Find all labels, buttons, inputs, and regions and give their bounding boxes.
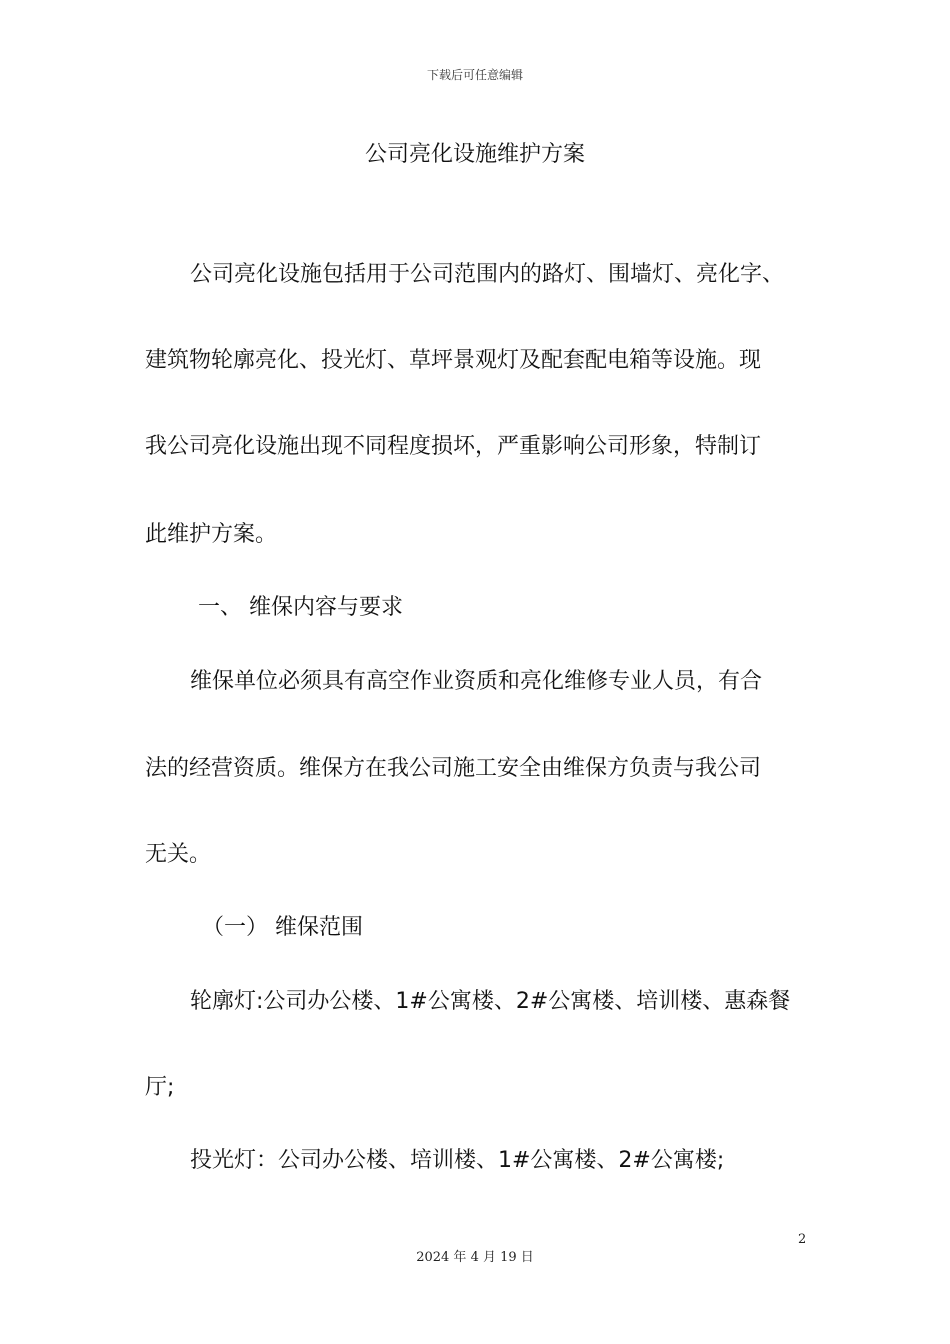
- paragraph-line: 建筑物轮廓亮化、投光灯、草坪景观灯及配套配电箱等设施。现: [145, 348, 762, 373]
- section-heading: 一、 维保内容与要求: [198, 595, 403, 620]
- paragraph-line: 此维护方案。: [145, 522, 278, 547]
- paragraph-line: 无关。: [145, 842, 212, 867]
- footer-date: 2024 年 4 月 19 日: [416, 1250, 534, 1265]
- paragraph-line: 轮廓灯:公司办公楼、1#公寓楼、2#公寓楼、培训楼、惠森餐: [190, 989, 791, 1014]
- page-number: 2: [798, 1232, 807, 1247]
- paragraph-line: 公司亮化设施包括用于公司范围内的路灯、围墙灯、亮化字、: [190, 262, 785, 287]
- document-title: 公司亮化设施维护方案: [364, 142, 585, 167]
- paragraph-line: 我公司亮化设施出现不同程度损坏，严重影响公司形象，特制订: [145, 434, 762, 459]
- subsection-heading: （一） 维保范围: [202, 915, 363, 940]
- paragraph-line: 维保单位必须具有高空作业资质和亮化维修专业人员，有合: [190, 669, 763, 694]
- paragraph-line: 法的经营资质。维保方在我公司施工安全由维保方负责与我公司: [145, 756, 762, 781]
- paragraph-line: 厅;: [145, 1075, 175, 1100]
- paragraph-line: 投光灯：公司办公楼、培训楼、1#公寓楼、2#公寓楼;: [190, 1148, 725, 1173]
- header-note: 下载后可任意编辑: [426, 68, 523, 82]
